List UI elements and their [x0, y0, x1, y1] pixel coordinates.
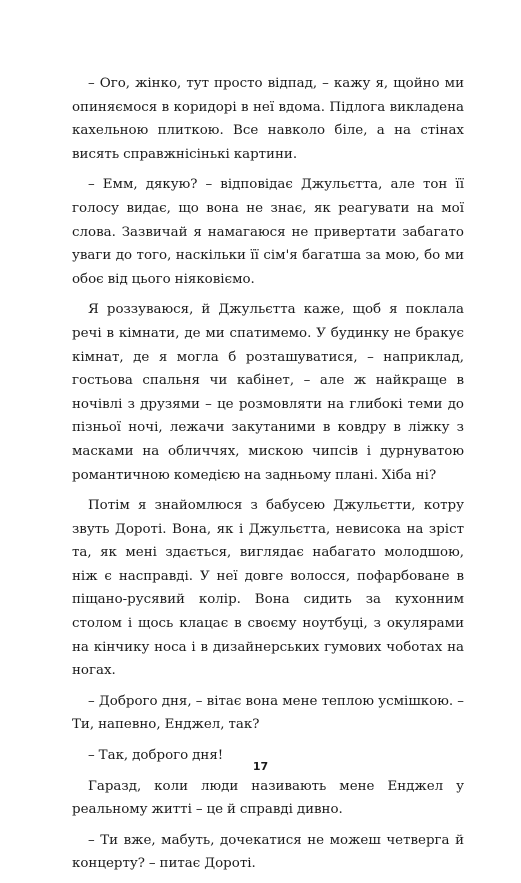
paragraph: – Ти вже, мабуть, дочекатися не можеш четверга й концерту? – питає Дороті.: [72, 832, 464, 872]
page-number: 17: [252, 760, 269, 773]
paragraph: Потім я знайомлюся з бабусею Джульєтти, котру звуть Дороті. Вона, як і Джульєтта, невисока на зріст та, як мені здається, виглядає набагато молодшою, ніж є насправді. У неї довге волосся, пофарбоване в піщано-русявий колір. Вона сидить за кухонним столом і щось клацає в своєму ноутбуці, з окулярами на кінчику носа і в дизайнерських гумових чоботах на ногах.: [72, 498, 464, 679]
paragraph: – Ого, жінко, тут просто відпад, – кажу я, щойно ми опиняємося в коридорі в неї вдома. Підлога викладена кахельною плиткою. Все навколо біле, а на стінах висять справжнісінькі картини.: [72, 76, 464, 162]
paragraph: – Емм, дякую? – відповідає Джульєтта, але тон її голосу видає, що вона не знає, як реагувати на мої слова. Зазвичай я намагаюся не привертати забагато уваги до того, наскільки її сім'я багатша за мою, бо ми обоє від цього ніяковіємо.: [72, 177, 464, 287]
paragraph: Я роззуваюся, й Джульєтта каже, щоб я поклала речі в кімнати, де ми спатимемо. У будинку не бракує кімнат, де я могла б розташуватися, – наприклад, гостьова спальня чи кабінет, – але ж найкраще в ночівлі з друзями – це розмовляти на глибокі теми до пізньої ночі, лежачи закутаними в ковдру в ліжку з масками на обличчях, мискою чипсів і дурнуватою романтичною комедією на задньому плані. Хіба ні?: [72, 302, 464, 483]
paragraph: Гаразд, коли люди називають мене Енджел у реальному житті – це й справді дивно.: [72, 778, 464, 818]
paragraph: – Так, доброго дня!: [88, 748, 224, 764]
paragraph: – Доброго дня, – вітає вона мене теплою усмішкою. – Ти, напевно, Енджел, так?: [72, 693, 464, 733]
